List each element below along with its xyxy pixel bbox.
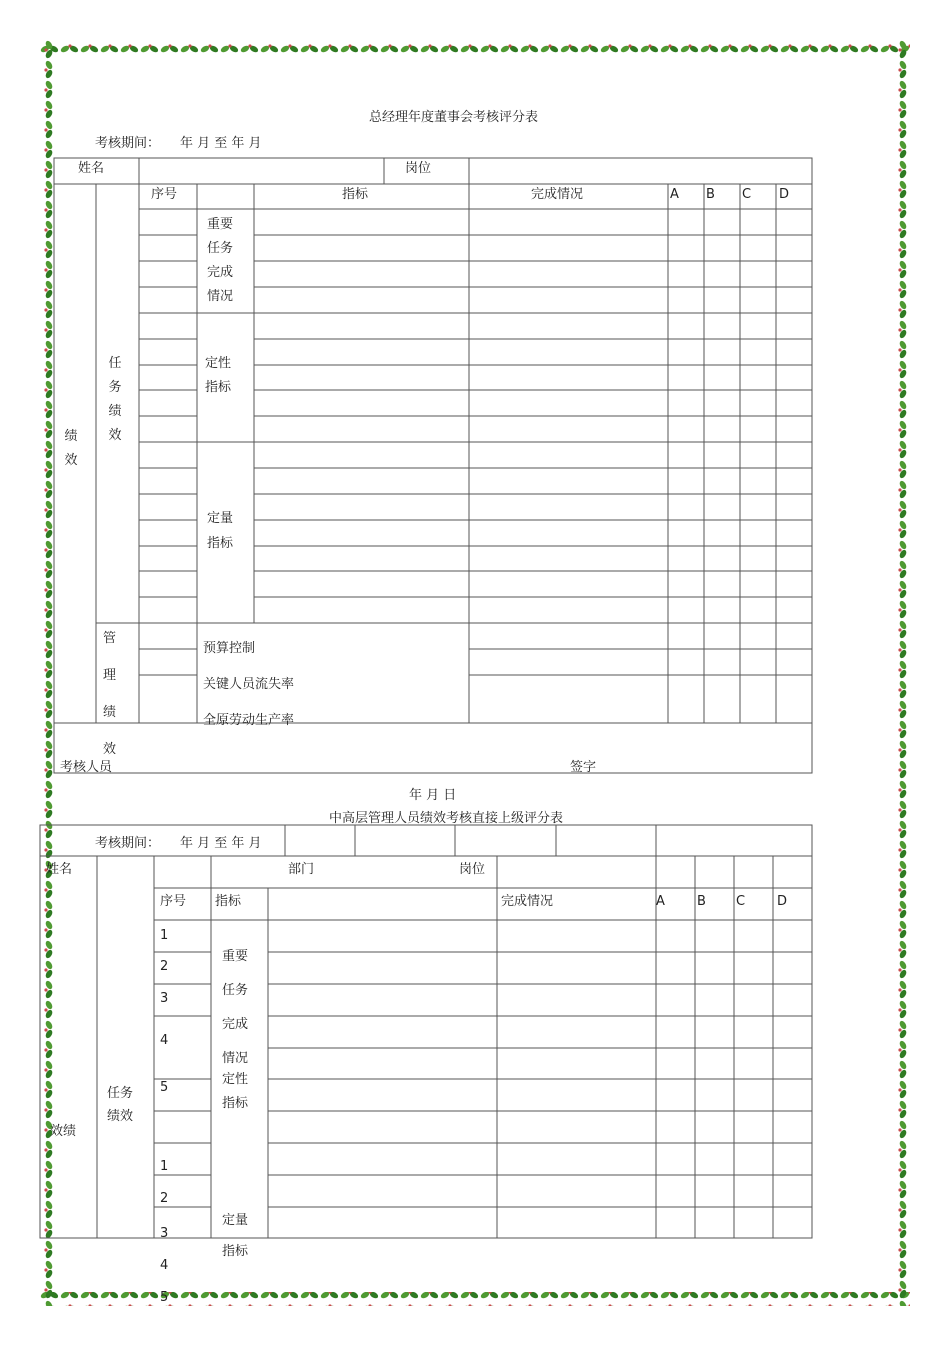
form2-seq-b1: 1: [160, 1159, 169, 1174]
form1-mgmt-perf-label: 管理绩效: [103, 631, 117, 757]
form1-perf-label: 绩效: [64, 429, 78, 468]
form1-task-perf-label: 任务绩效: [108, 356, 122, 443]
form2-seq-a3: 3: [160, 991, 169, 1006]
form1-mgmt-item-1: 预算控制: [203, 641, 256, 656]
form2-seq-a1: 1: [160, 928, 169, 943]
form2-name-label: 姓名: [46, 862, 73, 877]
form1-grade-b: B: [706, 187, 715, 202]
form1-date-label: 年 月 日: [409, 788, 457, 803]
form2-grade-c: C: [736, 894, 746, 909]
form2-title: 中高层管理人员绩效考核直接上级评分表: [329, 811, 564, 826]
form1-name-label: 姓名: [78, 161, 105, 176]
form1-group-key-tasks: 重要任务完成情况: [207, 217, 234, 304]
form2-dept-label: 部门: [288, 862, 315, 877]
form1-title: 总经理年度董事会考核评分表: [369, 110, 539, 125]
form2-col-completion: 完成情况: [501, 894, 554, 909]
form1-col-seq: 序号: [151, 187, 178, 202]
form2-col-seq: 序号: [160, 894, 187, 909]
form2-perf-label: 效绩: [50, 1124, 77, 1139]
form1-col-completion: 完成情况: [531, 187, 584, 202]
form1-grade-a: A: [670, 187, 679, 202]
form1-period-label: 考核期间：: [95, 136, 161, 151]
form1-mgmt-item-2: 关键人员流失率: [203, 677, 295, 692]
form2-period-label: 考核期间：: [95, 836, 161, 851]
form2-seq-a4: 4: [160, 1033, 169, 1048]
form2-seq-b5: 5: [160, 1290, 169, 1305]
form2-task-perf-label: 任务绩效: [107, 1086, 134, 1124]
form1-post-label: 岗位: [405, 161, 432, 176]
form1-reviewer-label: 考核人员: [60, 760, 113, 775]
form2-seq-b4: 4: [160, 1258, 169, 1273]
form1-period-value: 年 月 至 年 月: [180, 136, 262, 151]
form2-group-quantitative: 定量指标: [222, 1213, 249, 1259]
form2-grade-a: A: [656, 894, 665, 909]
form2-col-indicator: 指标: [215, 894, 242, 909]
form1-grade-d: D: [779, 187, 790, 202]
form1-grade-c: C: [742, 187, 752, 202]
form1-group-qualitative: 定性指标: [205, 356, 232, 395]
form1-mgmt-item-3: 全原劳动生产率: [203, 713, 295, 728]
form1-group-quantitative: 定量指标: [207, 511, 234, 551]
form2-post-label: 岗位: [459, 862, 486, 877]
form2-period-value: 年 月 至 年 月: [180, 836, 262, 851]
form2-group-qualitative: 定性指标: [222, 1072, 249, 1111]
form2-seq-b2: 2: [160, 1191, 169, 1206]
form2-grade-b: B: [697, 894, 706, 909]
form2-seq-b3: 3: [160, 1226, 169, 1241]
form2-seq-a5: 5: [160, 1080, 169, 1095]
form2-grade-d: D: [777, 894, 788, 909]
form1-sign-label: 签字: [570, 760, 597, 775]
form2-seq-a2: 2: [160, 959, 169, 974]
form1-col-indicator: 指标: [342, 187, 369, 202]
form2-group-key-tasks: 重要任务完成情况: [222, 949, 249, 1066]
